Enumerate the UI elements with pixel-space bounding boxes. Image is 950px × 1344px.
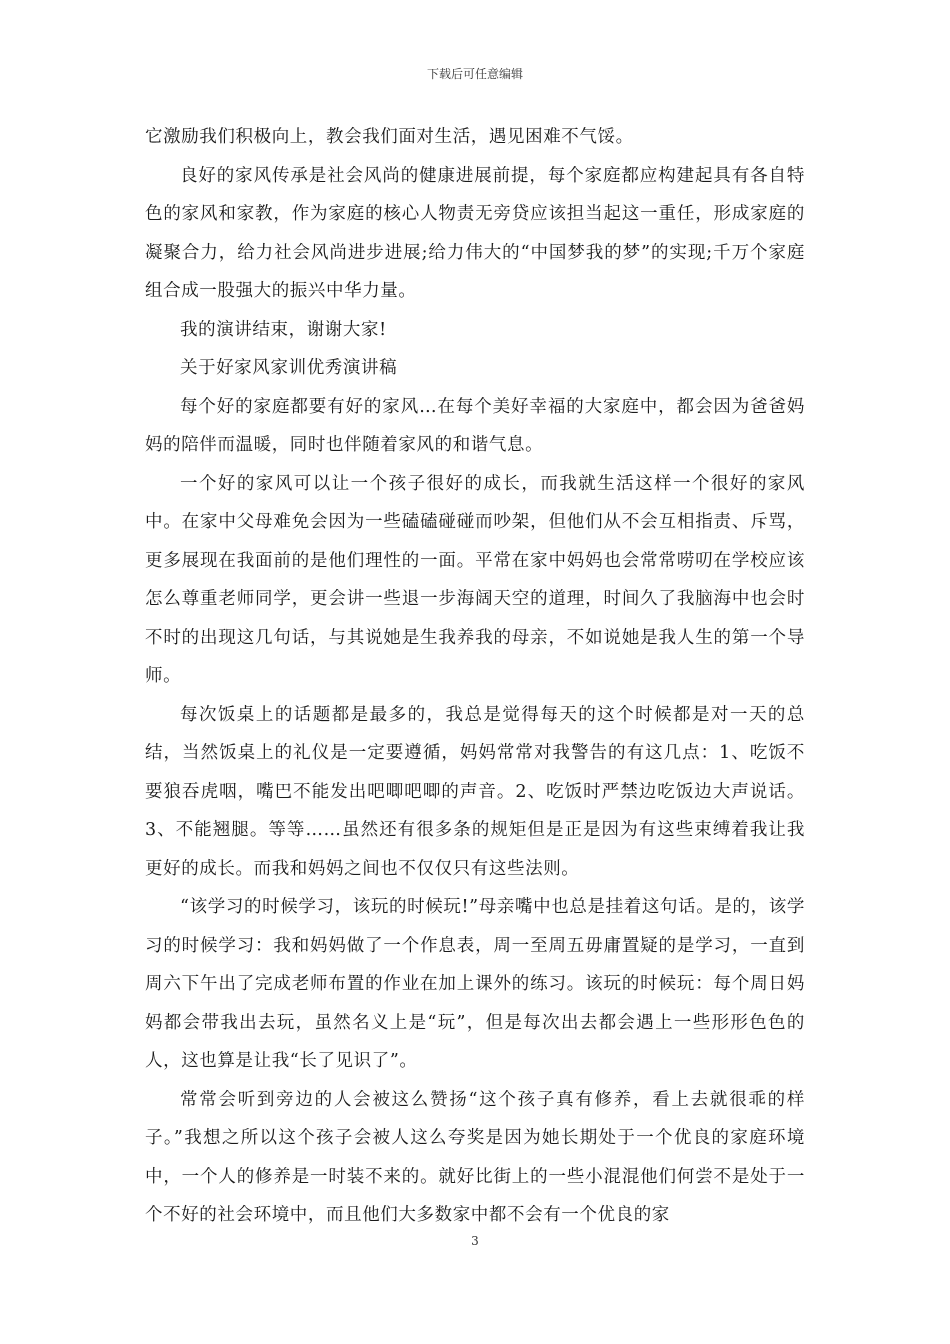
paragraph-5: 每个好的家庭都要有好的家风…在每个美好幸福的大家庭中，都会因为爸爸妈妈的陪伴而温暖，同时也伴随着家风的和谐气息。 (145, 396, 805, 455)
paragraph-3: 我的演讲结束，谢谢大家! (180, 319, 387, 340)
section-title: 关于好家风家训优秀演讲稿 (180, 358, 398, 378)
paragraph-1: 它激励我们积极向上，教会我们面对生活，遇见困难不气馁。 (145, 127, 634, 147)
document-body (145, 118, 805, 1235)
paragraph-9: 常常会听到旁边的人会被这么赞扬“这个孩子真有修养，看上去就很乖的样子。”我想之所以这个孩子会被人这么夸奖是因为她长期处于一个优良的家庭环境中，一个人的修养是一时装不来的。就好比街上的一些小混混他们何尝不是处于一个不好的社会环境中，而且他们大多数家中都不会有一个优良的家 (145, 1089, 805, 1225)
paragraph-7: 每次饭桌上的话题都是最多的，我总是觉得每天的这个时候都是对一天的总结，当然饭桌上的礼仪是一定要遵循，妈妈常常对我警告的有这几点：1、吃饭不要狼吞虎咽，嘴巴不能发出吧唧吧唧的声音。2、吃饭时严禁边吃饭边大声说话。3、不能翘腿。等等……虽然还有很多条的规矩但是正是因为有这些束缚着我让我更好的成长。而我和妈妈之间也不仅仅只有这些法则。 (145, 704, 805, 879)
paragraph-8: “该学习的时候学习，该玩的时候玩!”母亲嘴中也总是挂着这句话。是的，该学习的时候学习：我和妈妈做了一个作息表，周一至周五毋庸置疑的是学习，一直到周六下午出了完成老师布置的作业在加上课外的练习。该玩的时候玩：每个周日妈妈都会带我出去玩，虽然名义上是“玩”，但是每次出去都会遇上一些形形色色的人，这也算是让我“长了见识了”。 (145, 897, 805, 1071)
page-header: 下载后可任意编辑 (426, 67, 523, 81)
paragraph-2: 良好的家风传承是社会风尚的健康进展前提，每个家庭都应构建起具有各自特色的家风和家教，作为家庭的核心人物责无旁贷应该担当起这一重任，形成家庭的凝聚合力，给力社会风尚进步进展;给力伟大的“中国梦我的梦”的实现;千万个家庭组合成一股强大的振兴中华力量。 (145, 165, 805, 301)
page-number: 3 (471, 1234, 479, 1248)
paragraph-6: 一个好的家风可以让一个孩子很好的成长，而我就生活这样一个很好的家风中。在家中父母难免会因为一些磕磕碰碰而吵架，但他们从不会互相指责、斥骂，更多展现在我面前的是他们理性的一面。平常在家中妈妈也会常常唠叨在学校应该怎么尊重老师同学，更会讲一些退一步海阔天空的道理，时间久了我脑海中也会时不时的出现这几句话，与其说她是生我养我的母亲，不如说她是我人生的第一个导师。 (145, 473, 805, 686)
